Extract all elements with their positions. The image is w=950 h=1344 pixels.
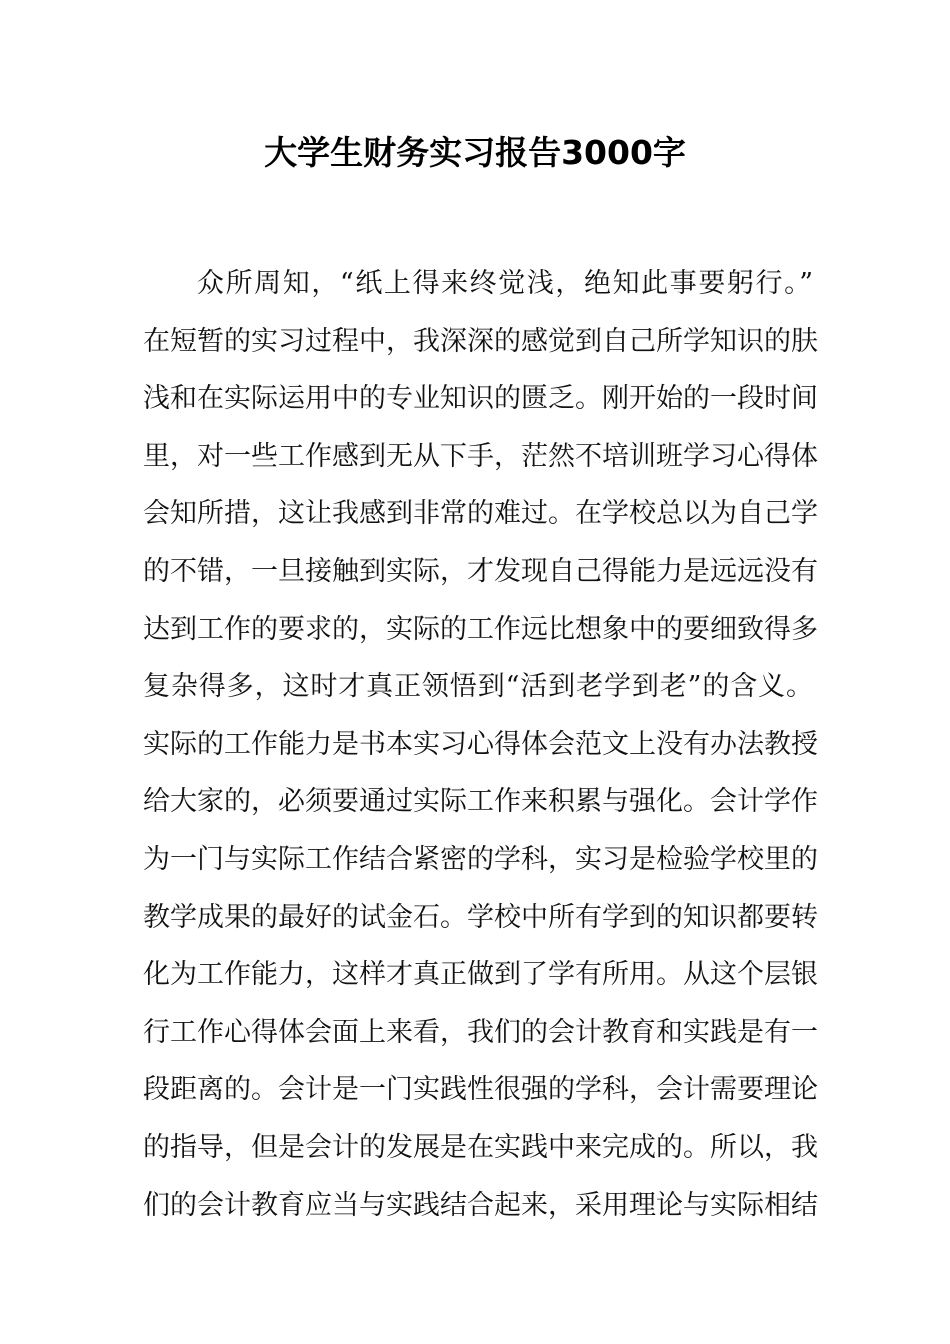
body-line: 复杂得多，这时才真正领悟到“活到老学到老”的含义。 — [143, 671, 813, 703]
body-line: 里，对一些工作感到无从下手，茫然不培训班学习心得体 — [143, 440, 818, 472]
document-body — [143, 255, 818, 1234]
body-line: 段距离的。会计是一门实践性很强的学科，会计需要理论 — [143, 1074, 818, 1106]
body-line: 的指导，但是会计的发展是在实践中来完成的。所以，我 — [143, 1131, 818, 1163]
body-line: 教学成果的最好的试金石。学校中所有学到的知识都要转 — [143, 901, 818, 933]
body-line: 的不错，一旦接触到实际，才发现自己得能力是远远没有 — [143, 555, 818, 587]
body-line: 实际的工作能力是书本实习心得体会范文上没有办法教授 — [143, 728, 818, 760]
body-line: 们的会计教育应当与实践结合起来，采用理论与实际相结 — [143, 1189, 818, 1221]
body-line: 化为工作能力，这样才真正做到了学有所用。从这个层银 — [143, 959, 818, 991]
body-line: 行工作心得体会面上来看，我们的会计教育和实践是有一 — [143, 1016, 818, 1048]
body-line: 会知所措，这让我感到非常的难过。在学校总以为自己学 — [143, 498, 818, 530]
body-line: 众所周知，“纸上得来终觉浅，绝知此事要躬行。” — [197, 268, 813, 299]
body-line: 浅和在实际运用中的专业知识的匮乏。刚开始的一段时间 — [143, 383, 818, 415]
document-title: 大学生财务实习报告3000字 — [264, 133, 686, 172]
body-line: 在短暂的实习过程中，我深深的感觉到自己所学知识的肤 — [143, 325, 818, 357]
body-line: 给大家的，必须要通过实际工作来积累与强化。会计学作 — [143, 786, 818, 818]
body-line: 达到工作的要求的，实际的工作远比想象中的要细致得多 — [143, 613, 818, 645]
body-line: 为一门与实际工作结合紧密的学科，实习是检验学校里的 — [143, 843, 818, 875]
